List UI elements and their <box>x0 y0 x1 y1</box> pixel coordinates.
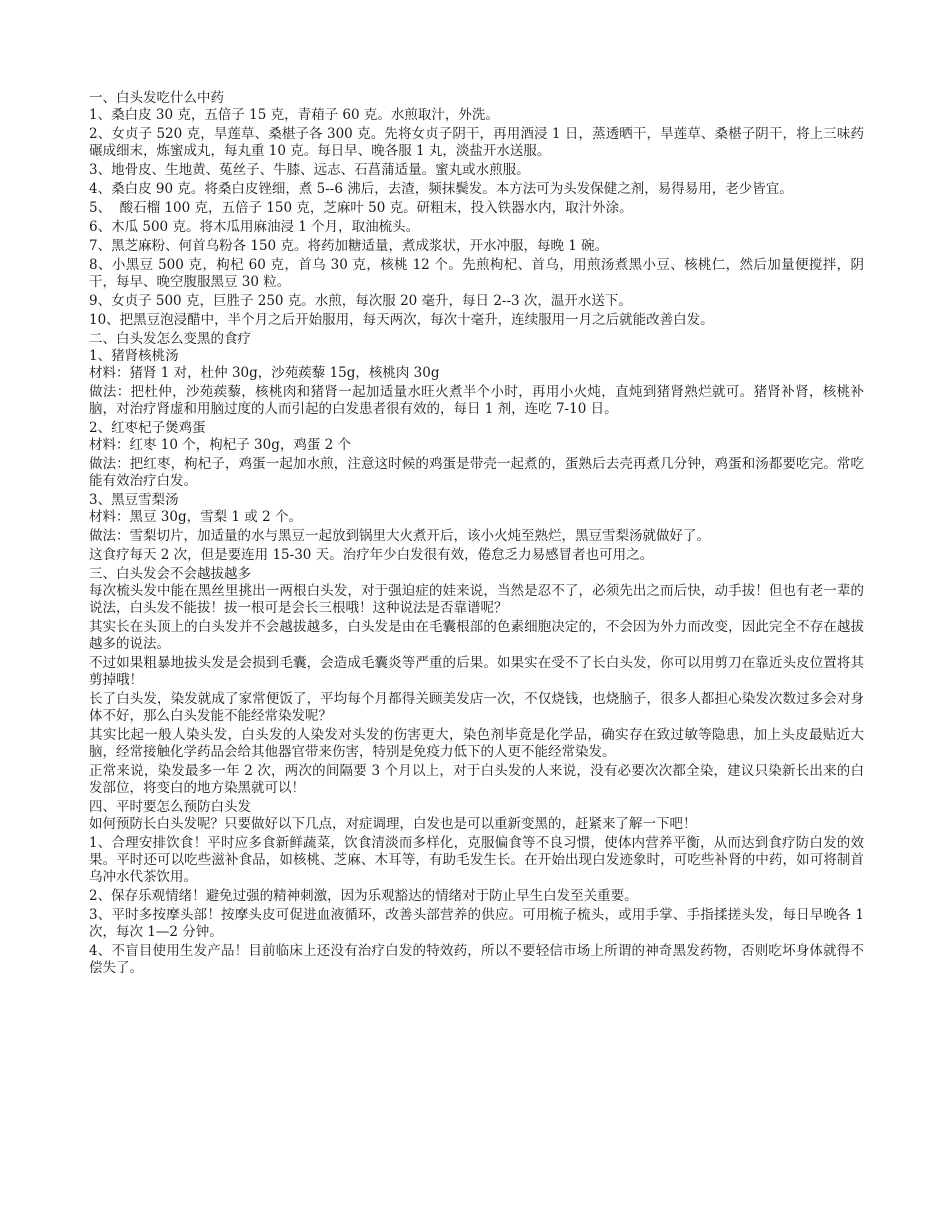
recipe-ingredients-1: 材料：猪肾 1 对，杜仲 30g，沙苑蒺藜 15g，核桃肉 30g <box>89 365 440 381</box>
recipe-ingredients-3: 材料：黑豆 30g，雪梨 1 或 2 个。 <box>89 509 302 525</box>
paragraph-dyeing-3: 正常来说，染发最多一年 2 次，两次的间隔要 3 个月以上，对于白头发的人来说，没有必要次次都全染，建议只染新长出来的白发部位，将变白的地方染黑就可以！ <box>89 763 864 796</box>
paragraph-remedy-3: 3、地骨皮、生地黄、菟丝子、牛膝、远志、石菖蒲适量。蜜丸或水煎服。 <box>89 162 530 178</box>
paragraph-dyeing-1: 长了白头发，染发就成了家常便饭了，平均每个月都得关顾美发店一次，不仅烧钱，也烧脑子，很多人都担心染发次数过多会对身体不好，那么白头发能不能经常染发呢？ <box>89 691 864 724</box>
recipe-method-3: 做法：雪梨切片，加适量的水与黑豆一起放到锅里大火煮开后，该小火炖至熟烂，黑豆雪梨汤就做好了。 <box>89 528 710 544</box>
recipe-method-1: 做法：把杜仲，沙苑蒺藜，核桃肉和猪肾一起加适量水旺火煮半个小时，再用小火炖，直炖到猪肾熟烂就可。猪肾补肾，核桃补脑，对治疗肾虚和用脑过度的人而引起的白发患者很有效的，每日 1 剂，连吃 7-10 日。 <box>89 384 864 417</box>
paragraph-dyeing-2: 其实比起一般人染头发，白头发的人染发对头发的伤害更大，染色剂毕竟是化学品，确实存在致过敏等隐患，加上头皮最贴近大脑，经常接触化学药品会给其他器官带来伤害，特别是免疫力低下的人更不能经常染发。 <box>89 727 864 760</box>
paragraph-prevention-1: 1、合理安排饮食！平时应多食新鲜蔬菜，饮食清淡而多样化，克服偏食等不良习惯，使体内营养平衡，从而达到食疗防白发的效果。平时还可以吃些滋补食品，如核桃、芝麻、木耳等，有助毛发生长。在开始出现白发迹象时，可吃些补肾的中药，如可将制首乌冲水代茶饮用。 <box>89 835 864 885</box>
document-body <box>89 90 864 979</box>
paragraph-prevention-3: 3、平时多按摩头部！按摩头皮可促进血液循环，改善头部营养的供应。可用梳子梳头，或用手掌、手指揉搓头发，每日早晚各 1 次，每次 1—2 分钟。 <box>89 907 864 940</box>
paragraph-remedy-1: 1、桑白皮 30 克，五倍子 15 克，青葙子 60 克。水煎取汁，外洗。 <box>89 107 499 123</box>
paragraph-prevention-4: 4、不盲目使用生发产品！目前临床上还没有治疗白发的特效药，所以不要轻信市场上所谓的神奇黑发药物，否则吃坏身体就得不偿失了。 <box>89 943 864 976</box>
paragraph-plucking-1: 每次梳头发中能在黑丝里挑出一两根白头发，对于强迫症的娃来说，当然是忍不了，必须先出之而后快，动手拔！但也有老一辈的说法，白头发不能拔！拔一根可是会长三根哦！这种说法是否靠谱呢？ <box>89 583 864 616</box>
section-heading-4: 四、平时要怎么预防白头发 <box>89 799 251 815</box>
paragraph-remedy-6: 6、木瓜 500 克。将木瓜用麻油浸 1 个月，取油梳头。 <box>89 219 420 235</box>
paragraph-prevention-2: 2、保存乐观情绪！避免过强的精神刺激，因为乐观豁达的情绪对于防止早生白发至关重要。 <box>89 888 638 904</box>
section-heading-1: 一、白头发吃什么中药 <box>89 90 224 106</box>
paragraph-remedy-7: 7、黑芝麻粉、何首乌粉各 150 克。将药加糖适量，煮成浆状，开水冲服，每晚 1 碗。 <box>89 238 609 254</box>
paragraph-remedy-9: 9、女贞子 500 克，巨胜子 250 克。水煎，每次服 20 毫升，每日 2--3 次，温开水送下。 <box>89 293 632 309</box>
paragraph-plucking-3: 不过如果粗暴地拔头发是会损到毛囊，会造成毛囊炎等严重的后果。如果实在受不了长白头发，你可以用剪刀在靠近头皮位置将其剪掉哦！ <box>89 655 864 688</box>
recipe-title-1: 1、猪肾核桃汤 <box>89 348 179 364</box>
paragraph-plucking-2: 其实长在头顶上的白头发并不会越拔越多，白头发是由在毛囊根部的色素细胞决定的，不会因为外力而改变，因此完全不存在越拔越多的说法。 <box>89 619 864 652</box>
recipe-method-2: 做法：把红枣，枸杞子，鸡蛋一起加水煎，注意这时候的鸡蛋是带壳一起煮的，蛋熟后去壳再煮几分钟，鸡蛋和汤都要吃完。常吃能有效治疗白发。 <box>89 456 864 489</box>
recipe-title-3: 3、黑豆雪梨汤 <box>89 492 179 508</box>
section-heading-2: 二、白头发怎么变黑的食疗 <box>89 331 251 347</box>
section-heading-3: 三、白头发会不会越拔越多 <box>89 566 251 582</box>
paragraph-prevention-intro: 如何预防长白头发呢？只要做好以下几点，对症调理，白发也是可以重新变黑的，赶紧来了解一下吧！ <box>89 816 697 832</box>
paragraph-remedy-10: 10、把黑豆泡浸醋中，半个月之后开始服用，每天两次，每次十毫升，连续服用一月之后就能改善白发。 <box>89 312 714 328</box>
recipe-note: 这食疗每天 2 次，但是要连用 15-30 天。治疗年少白发很有效，倦怠乏力易感冒者也可用之。 <box>89 547 654 563</box>
paragraph-remedy-5: 5、 酸石榴 100 克，五倍子 150 克，芝麻叶 50 克。研粗末，投入铁器水内，取汁外涂。 <box>89 200 633 216</box>
recipe-ingredients-2: 材料：红枣 10 个，枸杞子 30g，鸡蛋 2 个 <box>89 437 352 453</box>
recipe-title-2: 2、红枣杞子煲鸡蛋 <box>89 420 206 436</box>
paragraph-remedy-2: 2、女贞子 520 克，旱莲草、桑椹子各 300 克。先将女贞子阴干，再用酒浸 1 日，蒸透晒干，旱莲草、桑椹子阴干，将上三味药碾成细末，炼蜜成丸，每丸重 10 克。每日早、晚各服 1 丸，淡盐开水送服。 <box>89 126 864 159</box>
paragraph-remedy-8: 8、小黑豆 500 克，枸杞 60 克，首乌 30 克，核桃 12 个。先煎枸杞、首乌，用煎汤煮黑小豆、核桃仁，然后加量便搅拌，阴干，每早、晚空腹服黑豆 30 粒。 <box>89 257 864 290</box>
paragraph-remedy-4: 4、桑白皮 90 克。将桑白皮锉细，煮 5--6 沸后，去渣，频抹鬓发。本方法可为头发保健之剂，易得易用，老少皆宜。 <box>89 181 793 197</box>
